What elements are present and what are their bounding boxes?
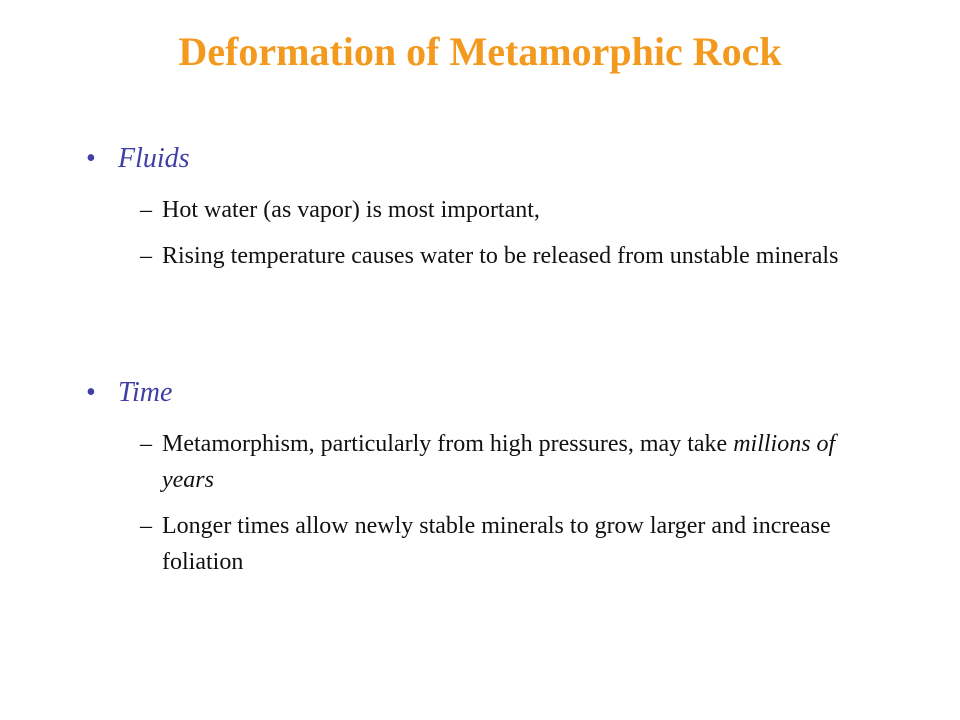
subitem-text: Longer times allow newly stable minerals to grow larger and increase foliation (162, 513, 831, 575)
subitem-text-emphasis: millions of years (162, 431, 836, 493)
bullet-fluids (86, 142, 190, 176)
slide-title: Deformation of Metamorphic Rock (178, 29, 782, 74)
dash-marker: – (140, 197, 152, 223)
bullet-label: Time (118, 377, 173, 408)
subitem-rising-temperature (140, 238, 840, 274)
subitem-longer-times (140, 508, 840, 580)
subitem-metamorphism (140, 426, 840, 498)
subitem-text-plain: Metamorphism, particularly from high pressures, may take (162, 431, 734, 457)
subitem-text: Rising temperature causes water to be released from unstable minerals (162, 243, 839, 269)
bullet-time (86, 376, 172, 410)
dash-marker: – (140, 243, 152, 269)
bullet-label: Fluids (118, 143, 190, 174)
dash-marker: – (140, 513, 152, 539)
subitem-text: Hot water (as vapor) is most important, (162, 197, 540, 223)
subitem-hot-water (140, 192, 840, 228)
bullet-dot: • (86, 143, 96, 174)
subitem-text (162, 426, 840, 498)
bullet-dot: • (86, 377, 96, 408)
dash-marker: – (140, 431, 152, 457)
